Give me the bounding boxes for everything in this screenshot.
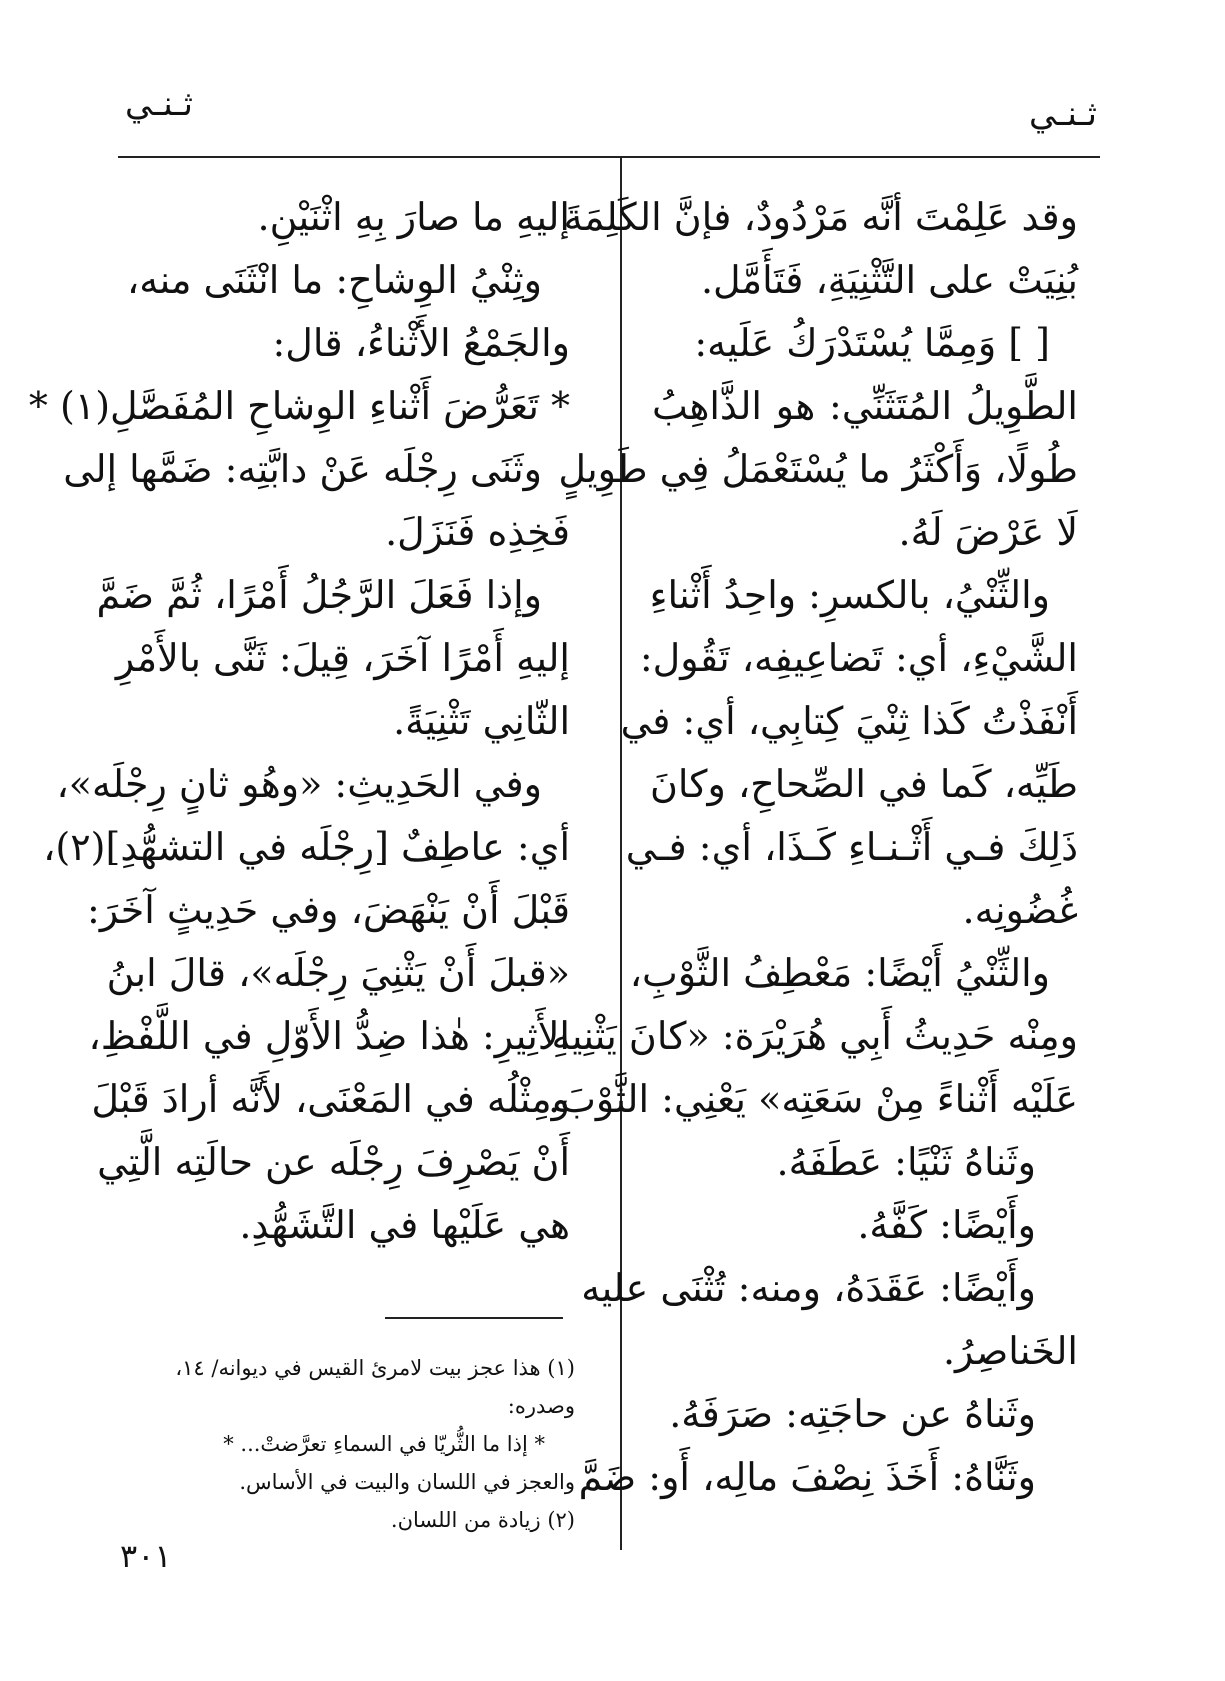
running-header-right: ثـنـي (1029, 94, 1097, 134)
text-line: عَلَيْه أَثْناءً مِنْ سَعَتِه» يَعْنِي: الثَّوْبَ. (547, 1077, 1078, 1121)
text-line: «قبلَ أَنْ يَثْنِيَ رِجْلَه»، قالَ ابنُ (106, 951, 570, 995)
text-line: وثَناهُ عن حاجَتِه: صَرَفَهُ. (669, 1392, 1036, 1436)
footnote-line: * إذا ما الثُّريّا في السماءِ تعرَّضتْ... * (223, 1432, 545, 1456)
verse-line: * تَعَرُّضَ أَثْناءِ الوِشاحِ المُفَصَّلِ(١) * (28, 384, 570, 428)
text-line: الخَناصِرُ. (942, 1329, 1078, 1373)
header-rule (118, 156, 1100, 158)
text-line: وثَنَى رِجْلَه عَنْ دابَّتِه: ضَمَّها إلى (63, 447, 542, 491)
text-line: ذَلِكَ فـي أَثْـنـاءِ كَـذَا، أي: فـي (625, 825, 1078, 869)
footnote-line: والعجز في اللسان والبيت في الأساس. (239, 1470, 575, 1494)
left-text-column (28, 186, 570, 1257)
column-divider (620, 156, 622, 1550)
footnote-rule (385, 1317, 563, 1319)
text-line: الأَثِيرِ: هٰذا ضِدُّ الأَوّلِ في اللَّفْظِ، (88, 1014, 570, 1058)
text-line: ومِثْلُه في المَعْنَى، لأَنَّه أرادَ قَبْلَ (91, 1077, 570, 1121)
text-line: غُضُونِه. (962, 888, 1078, 932)
text-line: الشَّيْءِ، أي: تَضاعِيفِه، تَقُول: (639, 636, 1078, 680)
text-line: ومِنْه حَدِيثُ أَبِي هُرَيْرَة: «كانَ يَثْنِيهِ (551, 1014, 1078, 1058)
text-line: وفي الحَدِيثِ: «وهُو ثانٍ رِجْلَه»، (56, 762, 542, 806)
text-line: والثِّنْيُ، بالكسرِ: واحِدُ أَثْناءِ (649, 573, 1050, 617)
text-line: وثَنَّاهُ: أَخَذَ نِصْفَ مالِه، أَو: ضَمَّ (578, 1455, 1036, 1499)
page-number: ٣٠١ (120, 1537, 172, 1575)
text-line: إليهِ أَمْرًا آخَرَ، قِيلَ: ثَنَّى بالأَمْرِ (115, 636, 570, 680)
text-line: والجَمْعُ الأَثْناءُ، قال: (272, 321, 570, 365)
text-line: إليهِ ما صارَ بِهِ اثْنَيْنِ. (257, 195, 570, 239)
text-line: أَنْ يَصْرِفَ رِجْلَه عن حالَتِه الَّتِي (97, 1140, 570, 1184)
text-line: وأَيْضًا: كَفَّهُ. (857, 1203, 1036, 1247)
text-line: [ ] وَمِمَّا يُسْتَدْرَكُ عَلَيه: (694, 321, 1050, 365)
text-line: وقد عَلِمْتَ أنَّه مَرْدُودٌ، فإنَّ الكَلِمَةَ (563, 195, 1078, 239)
text-line: وثِنْيُ الوِشاحِ: ما انْثَنَى منه، (126, 258, 542, 302)
text-line: وثَناهُ ثَنْيًا: عَطَفَهُ. (776, 1140, 1036, 1184)
text-line: بُنِيَتْ على التَّثْنِيَةِ، فَتَأَمَّل. (700, 258, 1078, 302)
text-line: هي عَلَيْها في التَّشَهُّدِ. (239, 1203, 570, 1247)
text-line: أَنْفَذْتُ كَذا ثِنْيَ كِتابِي، أي: في (620, 699, 1078, 743)
running-header-left: ثـنـي (125, 84, 193, 124)
footnotes (125, 1349, 575, 1539)
text-line: الثّانِي تَثْنِيَةً. (393, 699, 570, 743)
text-line: الطَّوِيلُ المُتَثَنِّي: هو الذَّاهِبُ (652, 384, 1078, 428)
text-line: فَخِذِه فَنَزَلَ. (385, 510, 570, 554)
text-line: طُولًا، وَأَكْثَرُ ما يُسْتَعْمَلُ فِي طَوِيلٍ (558, 447, 1078, 491)
text-line: قَبْلَ أَنْ يَنْهَضَ، وفي حَدِيثٍ آخَرَ: (87, 888, 570, 932)
footnote-line: (٢) زيادة من اللسان. (390, 1508, 575, 1532)
text-line: والثِّنْيُ أَيْضًا: مَعْطِفُ الثَّوْبِ، (629, 951, 1050, 995)
text-line: وإذا فَعَلَ الرَّجُلُ أَمْرًا، ثُمَّ ضَمَّ (96, 573, 542, 617)
footnote-line: وصدره: (507, 1394, 575, 1418)
text-line: طَيِّه، كَما في الصِّحاحِ، وكانَ (649, 762, 1078, 806)
text-line: أي: عاطِفٌ [رِجْلَه في التشهُّدِ](٢)، (43, 825, 570, 869)
footnote-line: (١) هذا عجز بيت لامرئ القيس في ديوانه/ ١٤، (175, 1356, 575, 1380)
right-text-column (547, 186, 1078, 1509)
text-line: وأَيْضًا: عَقَدَهُ، ومنه: تُثْنَى عليه (581, 1266, 1036, 1310)
text-line: لَا عَرْضَ لَهُ. (898, 510, 1078, 554)
